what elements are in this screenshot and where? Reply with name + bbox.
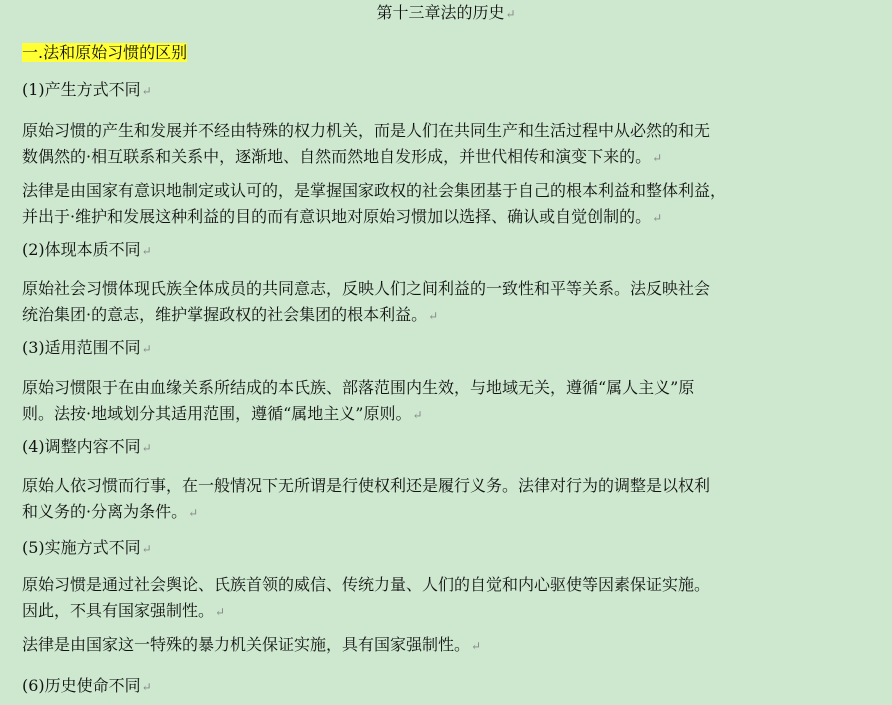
item-heading-text: (2)体现本质不同 (22, 240, 141, 259)
paragraph-mark-icon: ↵ (141, 342, 152, 356)
item-heading-text: (4)调整内容不同 (22, 437, 141, 456)
line-text: 和义务的·分离为条件。 (22, 502, 188, 521)
paragraph (22, 375, 872, 428)
paragraph-line: 原始社会习惯体现氏族全体成员的共同意志，反映人们之间利益的一致性和平等关系。法反映社会 (22, 279, 711, 298)
item-heading-text: (1)产生方式不同 (22, 80, 141, 99)
paragraph-line: 法律是由国家有意识地制定或认可的，是掌握国家政权的社会集团基于自己的根本利益和整体利益， (22, 181, 727, 200)
paragraph-line (22, 401, 872, 428)
item-heading (22, 437, 152, 458)
paragraph-mark-icon: ↵ (428, 309, 439, 323)
paragraph (22, 178, 872, 231)
paragraph-line: 原始习惯是通过社会舆论、氏族首领的威信、传统力量、人们的自觉和内心驱使等因素保证实施。 (22, 575, 711, 594)
line-text: 则。法按·地域划分其适用范围，遵循“属地主义”原则。 (22, 404, 412, 423)
paragraph-mark-icon: ↵ (412, 408, 423, 422)
item-heading (22, 240, 152, 261)
paragraph-line (22, 632, 872, 659)
paragraph-line (22, 598, 872, 625)
paragraph-mark-icon: ↵ (141, 441, 152, 455)
paragraph-mark-icon: ↵ (188, 506, 199, 520)
section-prefix: 一. (22, 43, 44, 62)
section-title: 法和原始习惯的区别 (43, 43, 188, 62)
paragraph (22, 118, 872, 171)
item-heading (22, 538, 152, 559)
paragraph (22, 473, 872, 526)
item-heading (22, 338, 152, 359)
item-heading-text: (5)实施方式不同 (22, 538, 141, 557)
paragraph-mark-icon: ↵ (505, 7, 516, 21)
paragraph-line: 原始人依习惯而行事，在一般情况下无所谓是行使权利还是履行义务。法律对行为的调整是以权利 (22, 476, 711, 495)
paragraph-mark-icon: ↵ (652, 211, 663, 225)
paragraph-line (22, 204, 872, 231)
section-heading (22, 43, 187, 63)
line-text: 法律是由国家这一特殊的暴力机关保证实施，具有国家强制性。 (22, 635, 471, 654)
title-text: 第十三章法的历史 (376, 3, 505, 22)
paragraph-mark-icon: ↵ (215, 605, 226, 619)
paragraph-mark-icon: ↵ (141, 84, 152, 98)
paragraph-mark-icon: ↵ (141, 680, 152, 694)
item-heading (22, 80, 152, 101)
paragraph-line (22, 302, 872, 329)
paragraph-line: 原始习惯的产生和发展并不经由特殊的权力机关，而是人们在共同生产和生活过程中从必然的和无 (22, 121, 711, 140)
item-heading (22, 676, 152, 697)
paragraph-mark-icon: ↵ (141, 244, 152, 258)
paragraph-line: 原始习惯限于在由血缘关系所结成的本氏族、部落范围内生效，与地域无关，遵循“属人主义”原 (22, 378, 695, 397)
line-text: 数偶然的·相互联系和关系中，逐渐地、自然而然地自发形成，并世代相传和演变下来的。 (22, 147, 652, 166)
paragraph (22, 572, 872, 625)
paragraph (22, 276, 872, 329)
page-title (0, 2, 892, 25)
paragraph-line (22, 144, 872, 171)
line-text: 统治集团·的意志，维护掌握政权的社会集团的根本利益。 (22, 305, 428, 324)
paragraph-mark-icon: ↵ (141, 542, 152, 556)
paragraph-mark-icon: ↵ (652, 151, 663, 165)
item-heading-text: (6)历史使命不同 (22, 676, 141, 695)
item-heading-text: (3)适用范围不同 (22, 338, 141, 357)
line-text: 因此，不具有国家强制性。 (22, 601, 215, 620)
paragraph-line (22, 499, 872, 526)
line-text: 并出于·维护和发展这种利益的目的而有意识地对原始习惯加以选择、确认或自觉创制的。 (22, 207, 652, 226)
paragraph (22, 632, 872, 659)
paragraph-mark-icon: ↵ (471, 639, 482, 653)
